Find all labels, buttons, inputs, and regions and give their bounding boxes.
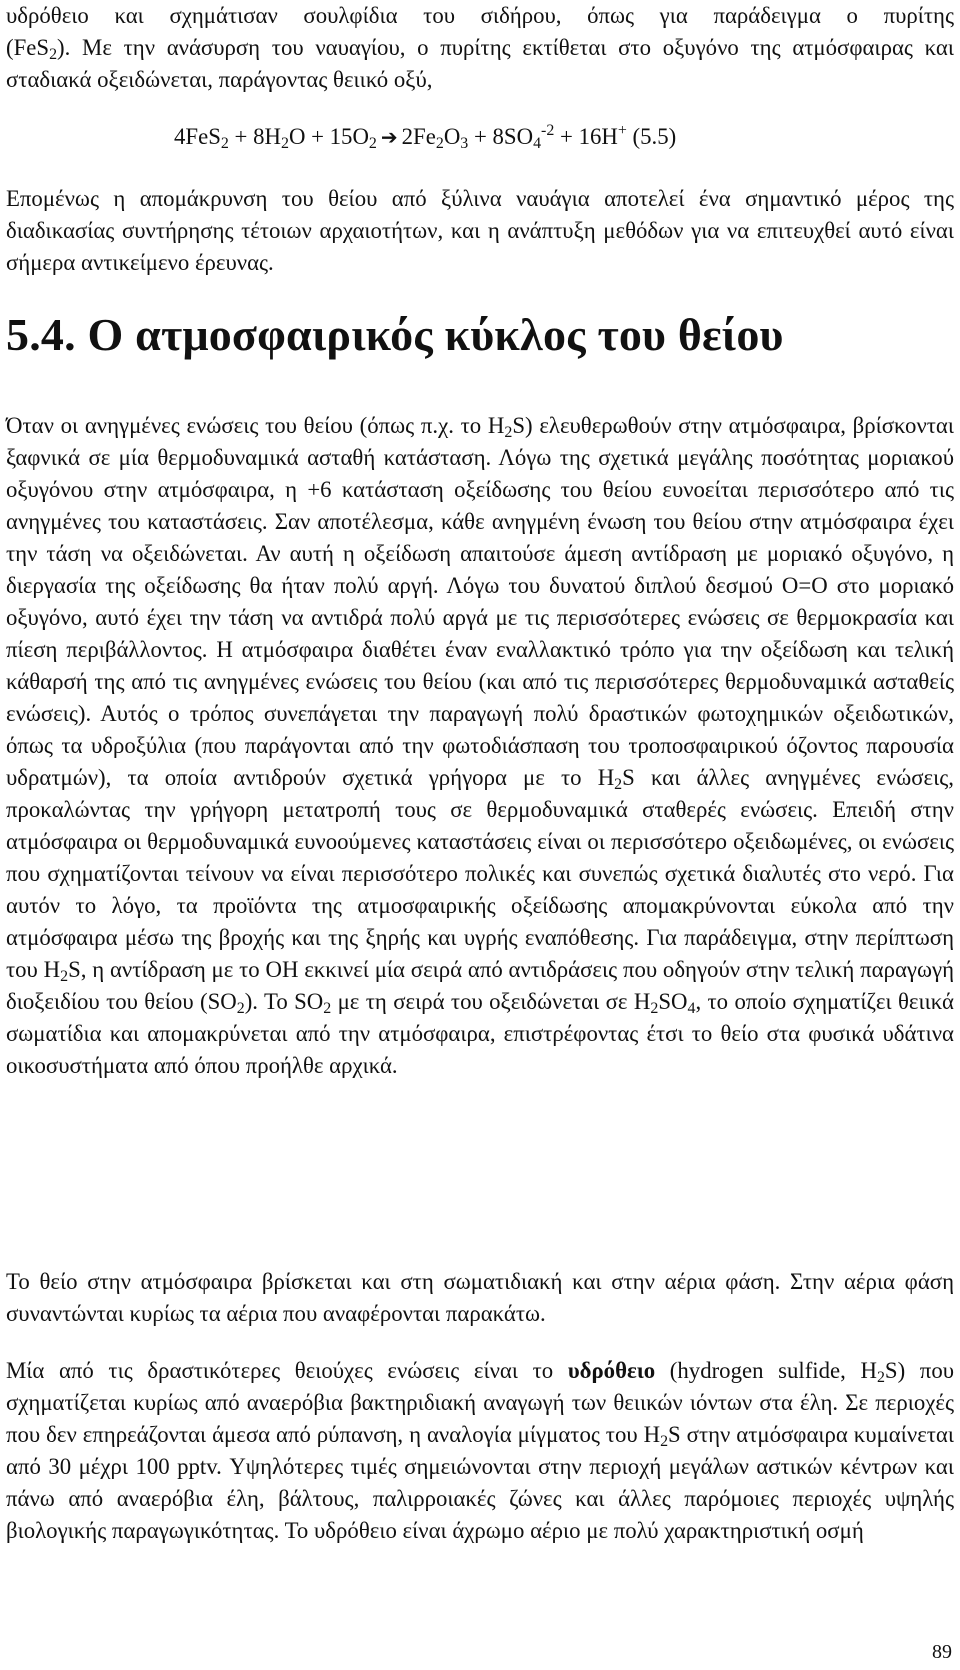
equation-5-5: [174, 121, 676, 153]
subscript: 2: [504, 423, 513, 441]
text-run: Όταν οι ανηγμένες ενώσεις του θείου (όπως π.χ. το H: [6, 413, 505, 438]
subscript: 2: [614, 775, 623, 793]
eq-subscript: 4: [533, 134, 542, 152]
subscript: 4: [687, 999, 696, 1017]
text-run: S στην ατμόσφαιρα κυμαίνεται από 30 μέχρι 100 pptv. Υψηλότερες τιμές σημειώνονται στην περιοχή μεγάλων αστικών κέντρων και πάνω από αναερόβια έλη, βάλτους, παλιρροιακές ζώνες και άλλες παρόμοιες περιοχές υψηλής βιολογικής παραγωγικότητας. Το υδρόθειο είναι άχρωμο αέριο με πολύ χαρακτηριστική οσμή: [6, 1422, 954, 1543]
eq-term: 2Fe: [401, 124, 436, 149]
paragraph-sulfur-phases: Το θείο στην ατμόσφαιρα βρίσκεται και στη σωματιδιακή και στην αέρια φάση. Στην αέρια φάση συναντώνται κυρίως τα αέρια που αναφέρονται παρακάτω.: [6, 1269, 954, 1326]
eq-subscript: 2: [220, 134, 229, 152]
eq-superscript: -2: [541, 122, 555, 140]
subscript: 2: [49, 45, 58, 63]
equation-number: (5.5): [626, 124, 677, 149]
text-run: S, η αντίδραση με το OH εκκινεί μία σειρά από αντιδράσεις που οδηγούν στην τελική παραγωγή διοξειδίου του θείου (SO: [6, 957, 954, 1014]
text-run: SO: [658, 989, 688, 1014]
text-run: Μία από τις δραστικότερες θειούχες ενώσεις είναι το: [6, 1358, 568, 1383]
text-run: ). Με την ανάσυρση του ναυαγίου, ο πυρίτης εκτίθεται στο οξυγόνο της ατμόσφαιρας και σταδιακά οξειδώνεται, παράγοντας θειικό οξύ,: [6, 35, 954, 92]
paragraph-hydrogen-sulfide: [6, 1355, 954, 1547]
subscript: 2: [60, 967, 69, 985]
text-line: υδρόθειο και σχημάτισαν σουλφίδια του σιδήρου, όπως για παράδειγμα ο πυρίτης: [6, 3, 954, 28]
eq-term: + 8SO: [468, 124, 534, 149]
subscript: 2: [650, 999, 659, 1017]
bold-term: υδρόθειο: [567, 1358, 656, 1383]
text-run: (FeS: [6, 35, 50, 60]
subscript: 2: [323, 999, 332, 1017]
paragraph-pyrite-oxidation: [6, 0, 954, 96]
eq-term: 4FeS: [174, 124, 221, 149]
text-run: S και άλλες ανηγμένες ενώσεις, προκαλώντας την γρήγορη μετατροπή τους σε θερμοδυναμικά σταθερές ενώσεις. Επειδή στην ατμόσφαιρα οι θερμοδυναμικά ευνοούμενες καταστάσεις είναι οι περισσότερο οξειδωμένες, οι ενώσεις που σχηματίζονται τείνουν να είναι περισσότερο πολικές και συνεπώς σχετικά διαλυτές στο νερό. Για αυτόν το λόγο, τα προϊόντα της ατμοσφαιρικής οξείδωσης απομακρύνονται εύκολα από την ατμόσφαιρα μέσω της βροχής και της ξηρής και υγρής εναπόθεσης. Για παράδειγμα, στην περίπτωση του H: [6, 765, 954, 982]
paragraph-atmospheric-oxidation: [6, 410, 954, 1082]
eq-term: O: [443, 124, 461, 149]
section-heading: 5.4. Ο ατμοσφαιρικός κύκλος του θείου: [6, 309, 784, 360]
eq-term: + 8H: [228, 124, 281, 149]
eq-subscript: 2: [280, 134, 289, 152]
eq-term: O + 15O: [288, 124, 369, 149]
subscript: 2: [660, 1432, 669, 1450]
eq-subscript: 3: [460, 134, 469, 152]
page-number: 89: [932, 1641, 952, 1663]
subscript: 2: [876, 1368, 885, 1386]
text-run: με τη σειρά του οξειδώνεται σε H: [331, 989, 651, 1014]
eq-term: + 16H: [554, 124, 618, 149]
text-run: S) ελευθερωθούν στην ατμόσφαιρα, βρίσκονται ξαφνικά σε μία θερμοδυναμικά ασταθή κατάσταση. Λόγω της σχετικά μεγάλης ποσότητας μοριακού οξυγόνου στην ατμόσφαιρα, η +6 κατάσταση οξείδωσης του θείου ευνοείται περισσότερο από τις ανηγμένες του καταστάσεις. Σαν αποτέλεσμα, κάθε ανηγμένη ένωση του θείου στην ατμόσφαιρα έχει την τάση να οξειδώνεται. Αν αυτή η οξείδωση απαιτούσε άμεση αντίδραση με μοριακό οξυγόνο, η διεργασία της οξείδωσης θα ήταν πολύ αργή. Λόγω του δυνατού διπλού δεσμού O=O στο μοριακό οξυγόνο, αυτό έχει την τάση να αντιδρά πολύ αργά με τις περισσότερες ενώσεις σε θερμοκρασία και πίεση περιβάλλοντος. Η ατμόσφαιρα διαθέτει έναν εναλλακτικό τρόπο για την οξείδωση και τελική κάθαρσή της από τις ανηγμένες ενώσεις του θείου (και από τις περισσότερες θερμοδυναμικά ασταθείς ενώσεις). Αυτός ο τρόπος συνεπάγεται την παραγωγή πολύ δραστικών φωτοχημικών οξειδωτικών, όπως τα υδροξύλια (που παράγονται από την φωτοδιάσπαση του τροποσφαιρικού όζοντος παρουσία υδρατμών), τα οποία αντιδρούν σχετικά γρήγορα με το H: [6, 413, 954, 790]
text-run: S) που σχηματίζεται κυρίως από αναερόβια βακτηριδιακή αναγωγή των θειικών ιόντων στα έλη. Σε περιοχές που δεν επηρεάζονται άμεσα από ρύπανση, η αναλογία μίγματος του H: [6, 1358, 955, 1447]
paragraph-sulfur-removal: Επομένως η απομάκρυνση του θείου από ξύλινα ναυάγια αποτελεί ένα σημαντικό μέρος της διαδικασίας συντήρησης τέτοιων αρχαιοτήτων, και η ανάπτυξη μεθόδων για να επιτευχθεί αυτό είναι σήμερα αντικείμενο έρευνας.: [6, 186, 954, 275]
text-run: (hydrogen sulfide, H: [655, 1358, 877, 1383]
text-run: , το οποίο σχηματίζει θειικά σωματίδια και απομακρύνεται από την ατμόσφαιρα, επιστρέφοντας έτσι το θείο στα φυσικά υδάτινα οικοσυστήματα από όπου προήλθε αρχικά.: [6, 989, 954, 1078]
eq-superscript: +: [617, 122, 627, 140]
subscript: 2: [236, 999, 245, 1017]
eq-subscript: 2: [435, 134, 444, 152]
right-arrow-icon: ➔: [380, 125, 398, 149]
text-run: ). Το SO: [244, 989, 324, 1014]
eq-subscript: 2: [368, 134, 377, 152]
